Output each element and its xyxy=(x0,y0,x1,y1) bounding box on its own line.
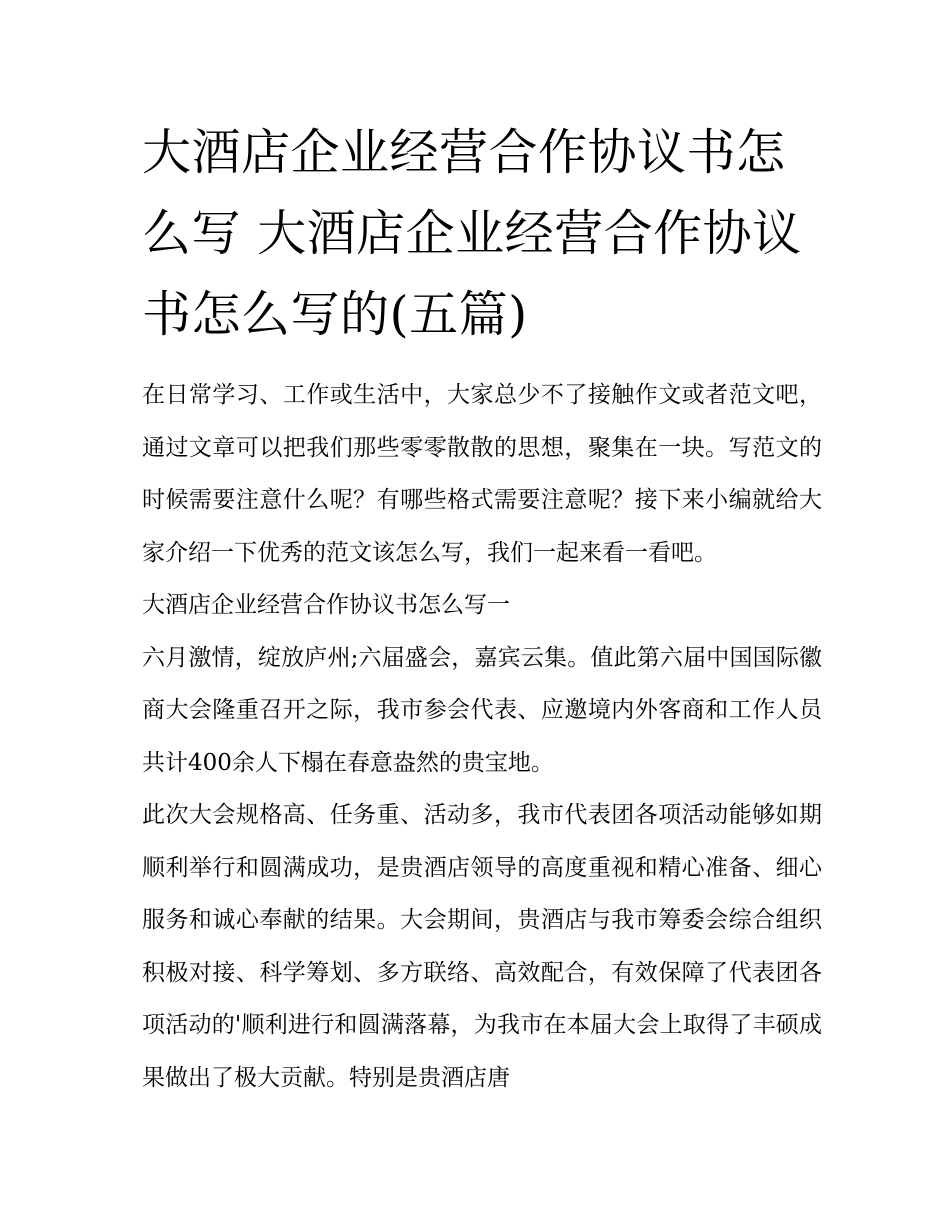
intro-paragraph: 在日常学习、工作或生活中，大家总少不了接触作文或者范文吧，通过文章可以把我们那些零零散散的思想，聚集在一块。写范文的时候需要注意什么呢？有哪些格式需要注意呢？接下来小编就给大家介绍一下优秀的范文该怎么写，我们一起来看一看吧。 xyxy=(142,382,822,566)
document-title: 大酒店企业经营合作协议书怎么写 大酒店企业经营合作协议书怎么写的(五篇) xyxy=(142,124,802,343)
body-paragraph: 此次大会规格高、任务重、活动多，我市代表团各项活动能够如期顺利举行和圆满成功，是贵酒店领导的高度重视和精心准备、细心服务和诚心奉献的结果。大会期间，贵酒店与我市筹委会综合组织积极对接、科学筹划、多方联络、高效配合，有效保障了代表团各项活动的'顺利进行和圆满落幕，为我市在本届大会上取得了丰硕成果做出了极大贡献。特别是贵酒店唐 xyxy=(142,802,822,1091)
section-heading: 大酒店企业经营合作协议书怎么写一 xyxy=(142,592,510,618)
body-paragraph: 六月激情，绽放庐州;六届盛会，嘉宾云集。值此第六届中国国际徽商大会隆重召开之际，我市参会代表、应邀境内外客商和工作人员共计400余人下榻在春意盎然的贵宝地。 xyxy=(142,644,822,776)
document-body xyxy=(142,369,822,1104)
document-page xyxy=(142,112,822,1104)
